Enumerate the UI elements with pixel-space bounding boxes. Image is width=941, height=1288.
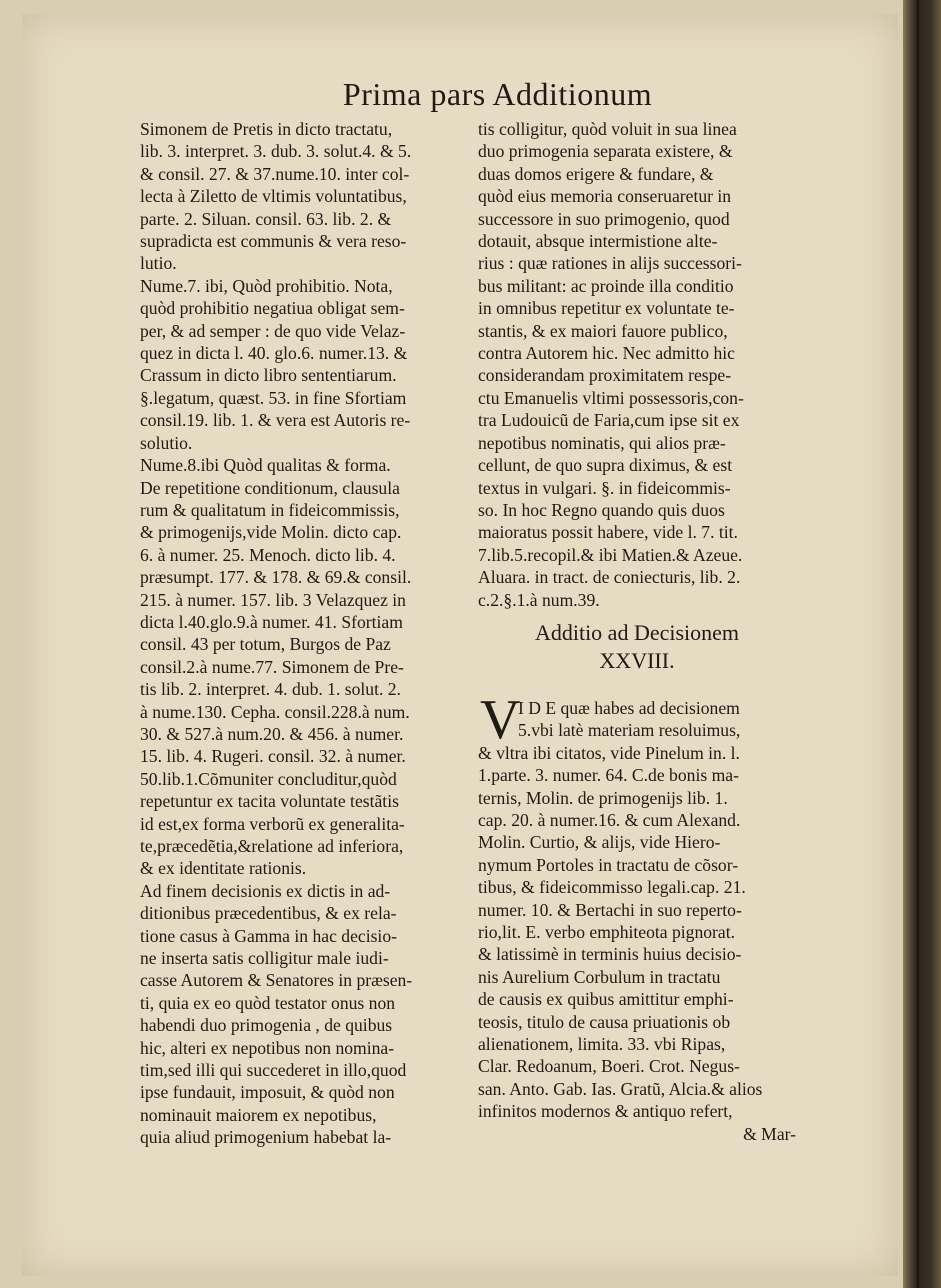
text-line: nominauit maiorem ex nepotibus, (140, 1104, 377, 1125)
text-line: à nume.130. Cepha. consil.228.à num. (140, 701, 410, 722)
text-line: teosis, titulo de causa priuationis ob (478, 1011, 731, 1032)
text-line: alienationem, limita. 33. vbi Ripas, (478, 1034, 726, 1055)
text-line: quez in dicta l. 40. glo.6. numer.13. & (140, 343, 408, 364)
text-line: tim,sed illi qui succederet in illo,quod (140, 1060, 407, 1081)
text-line: maioratus possit habere, vide l. 7. tit. (478, 522, 738, 543)
text-line: te,præcedẽtia,&relatione ad inferiora, (140, 836, 404, 856)
text-line: rum & qualitatum in fideicommissis, (140, 499, 400, 520)
text-line: Nume.8.ibi Quòd qualitas & forma. (140, 455, 391, 476)
section-heading-number: XXVIII. (599, 647, 675, 673)
text-line: §.legatum, quæst. 53. in fine Sfortiam (140, 387, 407, 408)
text-line: ti, quia ex eo quòd testator onus non (140, 992, 396, 1013)
text-line: solutio. (140, 432, 193, 453)
text-line: tis colligitur, quòd voluit in sua linea (478, 119, 737, 139)
text-line: 1.parte. 3. numer. 64. C.de bonis ma- (478, 765, 739, 786)
text-line: nymum Portoles in tractatu de cõsor- (478, 854, 739, 875)
text-line: ternis, Molin. de primogenijs lib. 1. (478, 787, 728, 808)
text-line: cellunt, de quo supra diximus, & est (478, 455, 733, 476)
right-column-bottom-text (478, 742, 796, 1123)
text-line: & ex identitate rationis. (140, 858, 307, 879)
text-line: infinitos modernos & antiquo refert, (478, 1101, 733, 1122)
text-line: 50.lib.1.Cõmuniter concluditur,quòd (140, 768, 397, 789)
text-line: consil.19. lib. 1. & vera est Autoris re- (140, 410, 411, 431)
text-line: 215. à numer. 157. lib. 3 Velazquez in (140, 589, 406, 610)
text-line: 30. & 527.à num.20. & 456. à numer. (140, 723, 404, 744)
right-column (478, 118, 796, 1145)
text-line: c.2.§.1.à num.39. (478, 589, 600, 610)
text-line: lecta à Ziletto de vltimis voluntatibus, (140, 186, 407, 207)
text-line: & latissimè in terminis huius decisio- (478, 944, 742, 965)
text-line: so. In hoc Regno quando quis duos (478, 499, 725, 520)
text-line: textus in vulgari. §. in fideicommis- (478, 477, 731, 498)
text-line: 7.lib.5.recopil.& ibi Matien.& Azeue. (478, 544, 743, 565)
text-line: quòd prohibitio negatiua obligat sem- (140, 298, 405, 319)
text-line: repetuntur ex tacita voluntate testãtis (140, 791, 399, 812)
section-opening (478, 688, 796, 751)
text-line: lutio. (140, 253, 177, 274)
text-line: Crassum in dicto libro sententiarum. (140, 365, 397, 386)
text-line: quòd eius memoria conseruaretur in (478, 186, 732, 207)
section-heading: Additio ad Decisionem (534, 619, 740, 645)
page-title: Prima pars Additionum (342, 76, 653, 112)
text-line: Simonem de Pretis in dicto tractatu, (140, 119, 393, 139)
text-line: id est,ex forma verborũ ex generalita- (140, 813, 405, 834)
text-line: tis lib. 2. interpret. 4. dub. 1. solut. 2. (140, 679, 401, 700)
text-line: bus militant: ac proinde illa conditio (478, 275, 734, 296)
text-line: numer. 10. & Bertachi in suo reperto- (478, 899, 742, 920)
text-line: san. Anto. Gab. Ias. Gratũ, Alcia.& alios (478, 1078, 763, 1099)
text-line: cap. 20. à numer.16. & cum Alexand. (478, 809, 741, 830)
text-line: casse Autorem & Senatores in præsen- (140, 970, 413, 991)
text-line: considerandam proximitatem respe- (478, 365, 732, 386)
text-line: Ad finem decisionis ex dictis in ad- (140, 880, 391, 901)
text-line: parte. 2. Siluan. consil. 63. lib. 2. & (140, 208, 392, 229)
text-line: dotauit, absque intermistione alte- (478, 231, 718, 252)
text-line: rio,lit. E. verbo emphiteota pignorat. (478, 922, 735, 942)
text-line: ditionibus præcedentibus, & ex rela- (140, 903, 397, 924)
text-line: tra Ludouicũ de Faria,cum ipse sit ex (478, 410, 740, 431)
book-binding (903, 0, 941, 1288)
text-line: præsumpt. 177. & 178. & 69.& consil. (140, 567, 412, 588)
text-line: stantis, & ex maiori fauore publico, (478, 320, 728, 341)
text-line: successore in suo primogenio, quod (478, 208, 730, 229)
text-line: nepotibus nominatis, qui alios præ- (478, 432, 726, 453)
text-line: consil.2.à nume.77. Simonem de Pre- (140, 656, 404, 677)
text-line: habendi duo primogenia , de quibus (140, 1015, 393, 1036)
text-line: de causis ex quibus amittitur emphi- (478, 989, 734, 1010)
text-line: De repetitione conditionum, clausula (140, 477, 400, 498)
text-line: quia aliud primogenium habebat la- (140, 1127, 392, 1148)
text-line: contra Autorem hic. Nec admitto hic (478, 343, 735, 364)
text-line: duas domos erigere & fundare, & (478, 163, 714, 184)
text-line: 5.vbi latè materiam resoluimus, (518, 720, 741, 741)
text-line: consil. 43 per totum, Burgos de Paz (140, 634, 391, 655)
text-line: Clar. Redoanum, Boeri. Crot. Negus- (478, 1056, 740, 1077)
text-line: I D E quæ habes ad decisionem (518, 697, 740, 718)
text-line: lib. 3. interpret. 3. dub. 3. solut.4. & 5. (140, 141, 412, 162)
text-line: ctu Emanuelis vltimi possessoris,con- (478, 387, 744, 408)
text-line: ne inserta satis colligitur male iudi- (140, 948, 389, 969)
binding-edge (917, 0, 919, 1288)
text-line: supradicta est communis & vera reso- (140, 231, 407, 252)
text-line: per, & ad semper : de quo vide Velaz- (140, 320, 406, 341)
text-line: Molin. Curtio, & alijs, vide Hiero- (478, 832, 721, 853)
text-line: in omnibus repetitur ex voluntate te- (478, 298, 735, 319)
text-line: hic, alteri ex nepotibus non nomina- (140, 1037, 395, 1058)
left-column (140, 118, 458, 1149)
drop-capital: V (480, 688, 521, 751)
text-line: 6. à numer. 25. Menoch. dicto lib. 4. (140, 544, 396, 565)
text-line: Aluara. in tract. de coniecturis, lib. 2. (478, 567, 741, 588)
right-column-top-text (478, 118, 796, 611)
text-line: tibus, & fideicommisso legali.cap. 21. (478, 877, 746, 898)
text-line: ipse fundauit, imposuit, & quòd non (140, 1082, 395, 1103)
text-line: duo primogenia separata existere, & (478, 141, 733, 162)
text-line: Nume.7. ibi, Quòd prohibitio. Nota, (140, 275, 393, 296)
catchword: & Mar- (743, 1123, 796, 1144)
text-line: & consil. 27. & 37.nume.10. inter col- (140, 163, 410, 184)
text-line: dicta l.40.glo.9.à numer. 41. Sfortiam (140, 611, 403, 632)
text-line: rius : quæ rationes in alijs successori- (478, 253, 742, 274)
text-line: & vltra ibi citatos, vide Pinelum in. l. (478, 742, 740, 763)
text-line: tione casus à Gamma in hac decisio- (140, 925, 397, 946)
text-line: nis Aurelium Corbulum in tractatu (478, 966, 721, 987)
text-line: & primogenijs,vide Molin. dicto cap. (140, 522, 402, 543)
text-line: 15. lib. 4. Rugeri. consil. 32. à numer. (140, 746, 406, 767)
